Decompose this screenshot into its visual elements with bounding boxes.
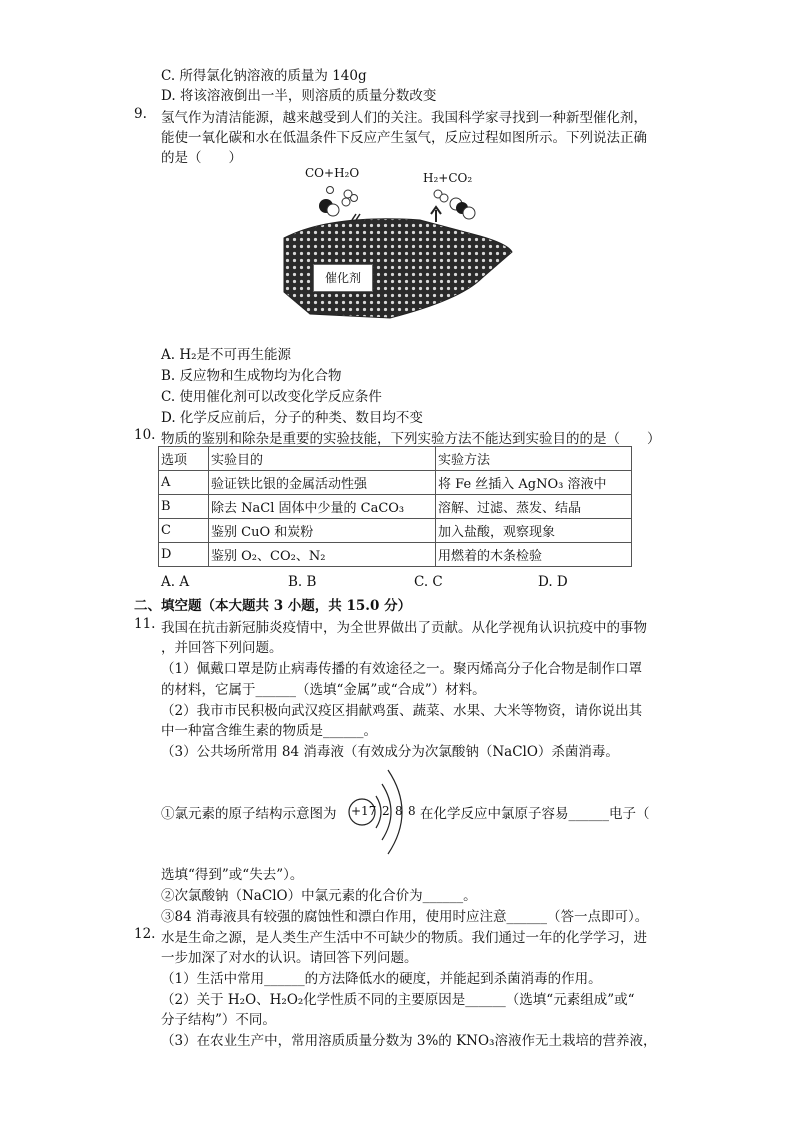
q11-p3: （3）公共场所常用 84 消毒液（有效成分为次氯酸钠（NaClO）杀菌消毒。 — [161, 744, 619, 760]
q9-stem-line-3: 的是（ ） — [161, 150, 242, 166]
q10-number: 10. — [134, 427, 156, 443]
q11-number: 11. — [134, 616, 156, 632]
reactant-molecules — [319, 187, 360, 221]
table-cell: B — [159, 495, 209, 519]
q11-p1-line-1: （1）佩戴口罩是防止病毒传播的有效途径之一。聚丙烯高分子化合物是制作口罩 — [161, 661, 643, 677]
q9-option-b: B. 反应物和生成物均为化合物 — [161, 368, 342, 384]
q11-sub1-before: ①氯元素的原子结构示意图为 — [161, 806, 337, 822]
q11-p2-line-2: 中一种富含维生素的物质是______。 — [161, 723, 377, 739]
q11-sub1-after: 在化学反应中氯原子容易______电子（ — [420, 806, 650, 822]
q12-p2-line-1: （2）关于 H₂O、H₂O₂化学性质不同的主要原因是______（选填“元素组成”或“ — [161, 992, 635, 1008]
shell-electrons-3: 8 — [408, 804, 416, 818]
q9-stem-line-2: 能使一氧化碳和水在低温条件下反应产生氢气，反应过程如图所示。下列说法正确 — [161, 130, 647, 146]
q12-stem-line-2: 一步加深了对水的认识。请回答下列问题。 — [161, 950, 418, 966]
table-row — [159, 543, 632, 567]
q11-stem-line-2: ，并回答下列问题。 — [161, 640, 283, 656]
q10-choice-c: C. C — [414, 574, 443, 590]
table-cell: 溶解、过滤、蒸发、结晶 — [436, 495, 632, 519]
table-row — [159, 471, 632, 495]
q11-sub3: ③84 消毒液具有较强的腐蚀性和漂白作用，使用时应注意______（答一点即可）。 — [161, 909, 649, 925]
reactants-label: CO+H₂O — [305, 166, 360, 180]
q8-option-c: C. 所得氯化钠溶液的质量为 140g — [161, 68, 367, 84]
table-cell: 鉴别 CuO 和炭粉 — [209, 519, 436, 543]
table-cell: 加入盐酸，观察现象 — [436, 519, 632, 543]
q9-option-d: D. 化学反应前后，分子的种类、数目均不变 — [161, 410, 423, 426]
q11-p1-line-2: 的材料，它属于______（选填“金属”或“合成”）材料。 — [161, 682, 486, 698]
table-cell: 用燃着的木条检验 — [436, 543, 632, 567]
experiment-table — [158, 446, 632, 567]
q11-sub2: ②次氯酸钠（NaClO）中氯元素的化合价为______。 — [161, 888, 477, 904]
table-cell: D — [159, 543, 209, 567]
q8-option-d: D. 将该溶液倒出一半，则溶质的质量分数改变 — [161, 88, 437, 104]
q10-stem: 物质的鉴别和除杂是重要的实验技能，下列实验方法不能达到实验目的的是（ ） — [161, 431, 661, 447]
table-row — [159, 519, 632, 543]
nucleus-charge: +17 — [351, 804, 377, 818]
q10-choice-a: A. A — [161, 574, 190, 590]
electron-shell-1 — [376, 796, 381, 828]
q12-p1: （1）生活中常用______的方法降低水的硬度，并能起到杀菌消毒的作用。 — [161, 971, 602, 987]
table-cell: 验证铁比银的金属活动性强 — [209, 471, 436, 495]
shell-electrons-1: 2 — [382, 804, 390, 818]
catalyst-label-box — [313, 264, 373, 292]
table-cell: 鉴别 O₂、CO₂、N₂ — [209, 543, 436, 567]
table-header: 实验目的 — [209, 447, 436, 471]
q12-p3: （3）在农业生产中，常用溶质质量分数为 3%的 KNO₃溶液作无土栽培的营养液， — [161, 1033, 657, 1049]
q11-p2-line-1: （2）我市市民积极向武汉疫区捐献鸡蛋、蔬菜、水果、大米等物资，请你说出其 — [161, 703, 643, 719]
shell-electrons-2: 8 — [395, 804, 403, 818]
catalyst-reaction-figure — [270, 180, 520, 320]
q9-option-a: A. H₂是不可再生能源 — [161, 347, 292, 363]
q11-stem-line-1: 我国在抗击新冠肺炎疫情中，为全世界做出了贡献。从化学视角认识抗疫中的事物 — [161, 620, 647, 636]
q9-option-c: C. 使用催化剂可以改变化学反应条件 — [161, 389, 382, 405]
products-label: H₂+CO₂ — [423, 171, 473, 185]
q11-sub1-cont: 选填“得到”或“失去”）。 — [161, 867, 304, 883]
product-molecules — [431, 190, 475, 222]
catalyst-label: 催化剂 — [324, 271, 361, 285]
table-cell: 将 Fe 丝插入 AgNO₃ 溶液中 — [436, 471, 632, 495]
table-cell: C — [159, 519, 209, 543]
table-row — [159, 495, 632, 519]
q10-choice-b: B. B — [288, 574, 317, 590]
q12-stem-line-1: 水是生命之源，是人类生产生活中不可缺少的物质。我们通过一年的化学学习，进 — [161, 930, 647, 946]
q9-stem-line-1: 氢气作为清洁能源，越来越受到人们的关注。我国科学家寻找到一种新型催化剂， — [161, 110, 647, 126]
table-header: 选项 — [159, 447, 209, 471]
q12-number: 12. — [134, 926, 156, 942]
table-header: 实验方法 — [436, 447, 632, 471]
q10-choice-d: D. D — [538, 574, 568, 590]
table-cell: A — [159, 471, 209, 495]
section-title: 二、填空题（本大题共 3 小题，共 15.0 分） — [134, 598, 412, 614]
q9-number: 9. — [134, 106, 147, 122]
table-header-row — [159, 447, 632, 471]
table-cell: 除去 NaCl 固体中少量的 CaCO₃ — [209, 495, 436, 519]
q12-p2-line-2: 分子结构”）不同。 — [161, 1012, 276, 1028]
